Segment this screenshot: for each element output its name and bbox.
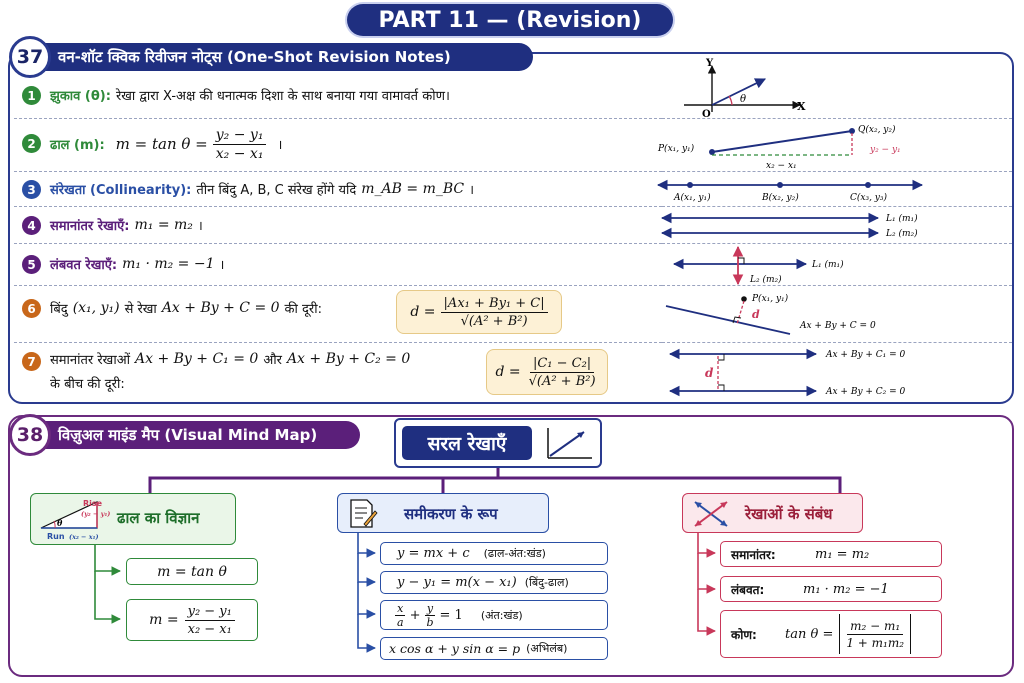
line-l2-label: L₂ (m₂) bbox=[886, 229, 918, 239]
absolute-value-bars bbox=[839, 614, 911, 654]
plus-sign: + bbox=[409, 607, 421, 623]
note-text: की दूरी: bbox=[284, 302, 322, 317]
branch3-node bbox=[682, 493, 863, 533]
branch1-connector bbox=[95, 545, 120, 571]
fraction-numerator: m₂ − m₁ bbox=[847, 619, 903, 635]
row-number-badge: 4 bbox=[22, 216, 41, 235]
parallel-formula: m₁ = m₂ bbox=[134, 217, 193, 233]
leaf-note: (अंत:खंड) bbox=[480, 608, 523, 622]
leaf-expr: y = mx + c bbox=[397, 546, 470, 561]
angle-relation-leaf bbox=[720, 610, 942, 658]
branch2-title: समीकरण के रूप bbox=[404, 505, 498, 523]
leaf-eq: = 1 bbox=[439, 607, 463, 623]
leaf-expr: m₁ = m₂ bbox=[815, 546, 870, 562]
point-expr: (x₁, y₁) bbox=[72, 300, 120, 316]
note-text: और bbox=[263, 353, 282, 368]
leaf-label: कोण: bbox=[731, 627, 757, 642]
fraction-numerator: |C₁ − C₂| bbox=[530, 356, 594, 373]
branch2-connector bbox=[358, 582, 375, 614]
note-text: बिंदु bbox=[50, 302, 68, 317]
note-tail: । bbox=[219, 258, 225, 273]
row-number-badge: 5 bbox=[22, 255, 41, 274]
note-label: झुकाव (θ): bbox=[50, 89, 111, 104]
line2-expr: Ax + By + C₂ = 0 bbox=[286, 351, 411, 367]
point-c-label: C(x₃, y₃) bbox=[850, 193, 888, 203]
leaf-expr: x cos α + y sin α = p bbox=[389, 641, 521, 656]
fraction-denominator: 1 + m₁m₂ bbox=[846, 635, 905, 650]
slope-fraction-leaf bbox=[126, 599, 258, 641]
theta-label: θ bbox=[740, 94, 747, 105]
line-1-label: Ax + By + C₁ = 0 bbox=[826, 350, 906, 360]
line-l2-label: L₂ (m₂) bbox=[750, 275, 782, 285]
point-p-label: P(x₁, y₁) bbox=[658, 144, 695, 154]
branch3-title: रेखाओं के संबंध bbox=[745, 505, 833, 523]
leaf-label: समानांतर: bbox=[731, 547, 776, 562]
point-q-label: Q(x₂, y₂) bbox=[858, 125, 896, 135]
leaf-expr: m = tan θ bbox=[157, 563, 227, 580]
branch3-connector bbox=[698, 532, 715, 553]
slope-tan-leaf bbox=[126, 558, 258, 585]
main-connector bbox=[150, 468, 840, 493]
section38-number: 38 bbox=[9, 414, 51, 456]
leaf-fraction bbox=[424, 602, 435, 629]
note-text: के बीच की दूरी: bbox=[50, 377, 125, 392]
line-equation-label: Ax + By + C = 0 bbox=[800, 321, 876, 331]
origin-label: O bbox=[702, 109, 711, 120]
leaf-fraction bbox=[185, 604, 235, 637]
run-label: Run bbox=[47, 532, 65, 541]
line-expr: Ax + By + C = 0 bbox=[161, 300, 280, 316]
section37-title: वन-शॉट क्विक रिवीजन नोट्स (One-Shot Revision Notes) bbox=[44, 43, 533, 71]
note-label: ढाल (m): bbox=[50, 138, 105, 153]
fraction-denominator: b bbox=[426, 615, 434, 629]
fraction-denominator: x₂ − x₁ bbox=[187, 621, 232, 637]
fraction-numerator: y bbox=[426, 601, 434, 615]
rise-label: y₂ − y₁ bbox=[870, 145, 901, 155]
fraction-denominator: √(A² + B²) bbox=[460, 313, 528, 329]
point-b-label: B(x₂, y₂) bbox=[762, 193, 799, 203]
leaf-expr: y − y₁ = m(x − x₁) bbox=[397, 575, 517, 590]
leaf-expr: m₁ · m₂ = −1 bbox=[803, 581, 889, 597]
graph-icon bbox=[542, 424, 596, 464]
leaf-note: (ढाल-अंत:खंड) bbox=[483, 547, 546, 560]
y-axis-label: Y bbox=[706, 58, 714, 69]
point-p-label: P(x₁, y₁) bbox=[752, 294, 789, 304]
branch2-connector bbox=[358, 614, 375, 648]
x-axis-label: X bbox=[797, 100, 806, 113]
note-tail: । bbox=[277, 138, 283, 153]
point-slope-leaf bbox=[380, 571, 608, 594]
note-label: समानांतर रेखाएँ: bbox=[50, 219, 130, 234]
fraction-numerator: |Ax₁ + By₁ + C| bbox=[441, 296, 548, 313]
rise-expr: (y₂ − y₁) bbox=[81, 510, 111, 518]
row-number-badge: 6 bbox=[22, 299, 41, 318]
triangle-theta: θ bbox=[57, 518, 63, 528]
slope-intercept-leaf bbox=[380, 542, 608, 565]
branch1-node bbox=[30, 493, 236, 545]
note-text: तीन बिंदु A, B, C संरेख होंगे यदि bbox=[196, 183, 357, 198]
note-tail: । bbox=[469, 183, 475, 198]
row-number-badge: 2 bbox=[22, 134, 41, 153]
fraction-denominator: a bbox=[397, 615, 404, 629]
note-tail: । bbox=[197, 219, 203, 234]
section38-title: विज़ुअल माइंड मैप (Visual Mind Map) bbox=[44, 421, 360, 449]
box-lhs: d = bbox=[410, 304, 436, 320]
leaf-fraction bbox=[843, 619, 907, 650]
row-number-badge: 3 bbox=[22, 180, 41, 199]
fraction-numerator: x bbox=[397, 601, 404, 615]
leaf-lhs: tan θ = bbox=[785, 626, 834, 642]
normal-form-leaf bbox=[380, 637, 608, 660]
intersecting-lines-icon bbox=[691, 498, 733, 530]
distance-label: d bbox=[705, 366, 714, 380]
note-text: रेखा द्वारा X-अक्ष की धनात्मक दिशा के साथ बनाया गया वामावर्त कोण। bbox=[115, 89, 450, 104]
section37-number: 37 bbox=[9, 36, 51, 78]
run-expr: (x₂ − x₁) bbox=[69, 533, 99, 541]
branch3-connector bbox=[698, 589, 715, 631]
leaf-note: (अभिलंब) bbox=[526, 642, 568, 655]
perpendicular-formula: m₁ · m₂ = −1 bbox=[122, 256, 215, 272]
line-l1-label: L₁ (m₁) bbox=[886, 214, 918, 224]
row-number-badge: 7 bbox=[22, 352, 41, 371]
collinearity-formula: m_AB = m_BC bbox=[361, 181, 465, 197]
fraction-denominator: √(A² + B²) bbox=[528, 373, 596, 389]
line-2-label: Ax + By + C₂ = 0 bbox=[826, 387, 906, 397]
parallel-relation-leaf bbox=[720, 541, 942, 567]
branch1-connector bbox=[95, 571, 120, 619]
branch2-connector bbox=[358, 553, 375, 582]
branch3-connector bbox=[698, 553, 715, 589]
leaf-fraction bbox=[395, 602, 406, 629]
branch2-connector bbox=[358, 532, 375, 553]
slope-triangle-icon bbox=[35, 496, 117, 544]
line-l1-label: L₁ (m₁) bbox=[812, 260, 844, 270]
leaf-label: लंबवत: bbox=[731, 582, 765, 597]
part-title: PART 11 — (Revision) bbox=[347, 4, 673, 36]
central-node-label: सरल रेखाएँ bbox=[402, 426, 532, 460]
distance-label: d bbox=[752, 308, 760, 321]
line1-expr: Ax + By + C₁ = 0 bbox=[134, 351, 259, 367]
fraction-numerator: y₂ − y₁ bbox=[213, 127, 267, 145]
fraction-numerator: y₂ − y₁ bbox=[185, 604, 235, 621]
rise-label: Rise bbox=[83, 499, 103, 508]
document-pen-icon bbox=[348, 498, 378, 530]
branch1-title: ढाल का विज्ञान bbox=[117, 509, 200, 527]
run-label: x₂ − x₁ bbox=[766, 161, 797, 171]
note-text: से रेखा bbox=[124, 302, 157, 317]
note-text: समानांतर रेखाओं bbox=[50, 353, 130, 368]
leaf-note: (बिंदु-ढाल) bbox=[524, 576, 569, 589]
note-label: लंबवत रेखाएँ: bbox=[50, 258, 118, 273]
leaf-lhs: m = bbox=[149, 612, 179, 628]
intercept-form-leaf bbox=[380, 600, 608, 630]
fraction-denominator: x₂ − x₁ bbox=[215, 145, 264, 162]
row-number-badge: 1 bbox=[22, 86, 41, 105]
point-a-label: A(x₁, y₁) bbox=[674, 193, 711, 203]
note-label: संरेखता (Collinearity): bbox=[50, 183, 192, 198]
slope-formula-lhs: m = tan θ = bbox=[115, 135, 208, 153]
branch2-node bbox=[337, 493, 549, 533]
perpendicular-relation-leaf bbox=[720, 576, 942, 602]
box-lhs: d = bbox=[495, 364, 521, 380]
